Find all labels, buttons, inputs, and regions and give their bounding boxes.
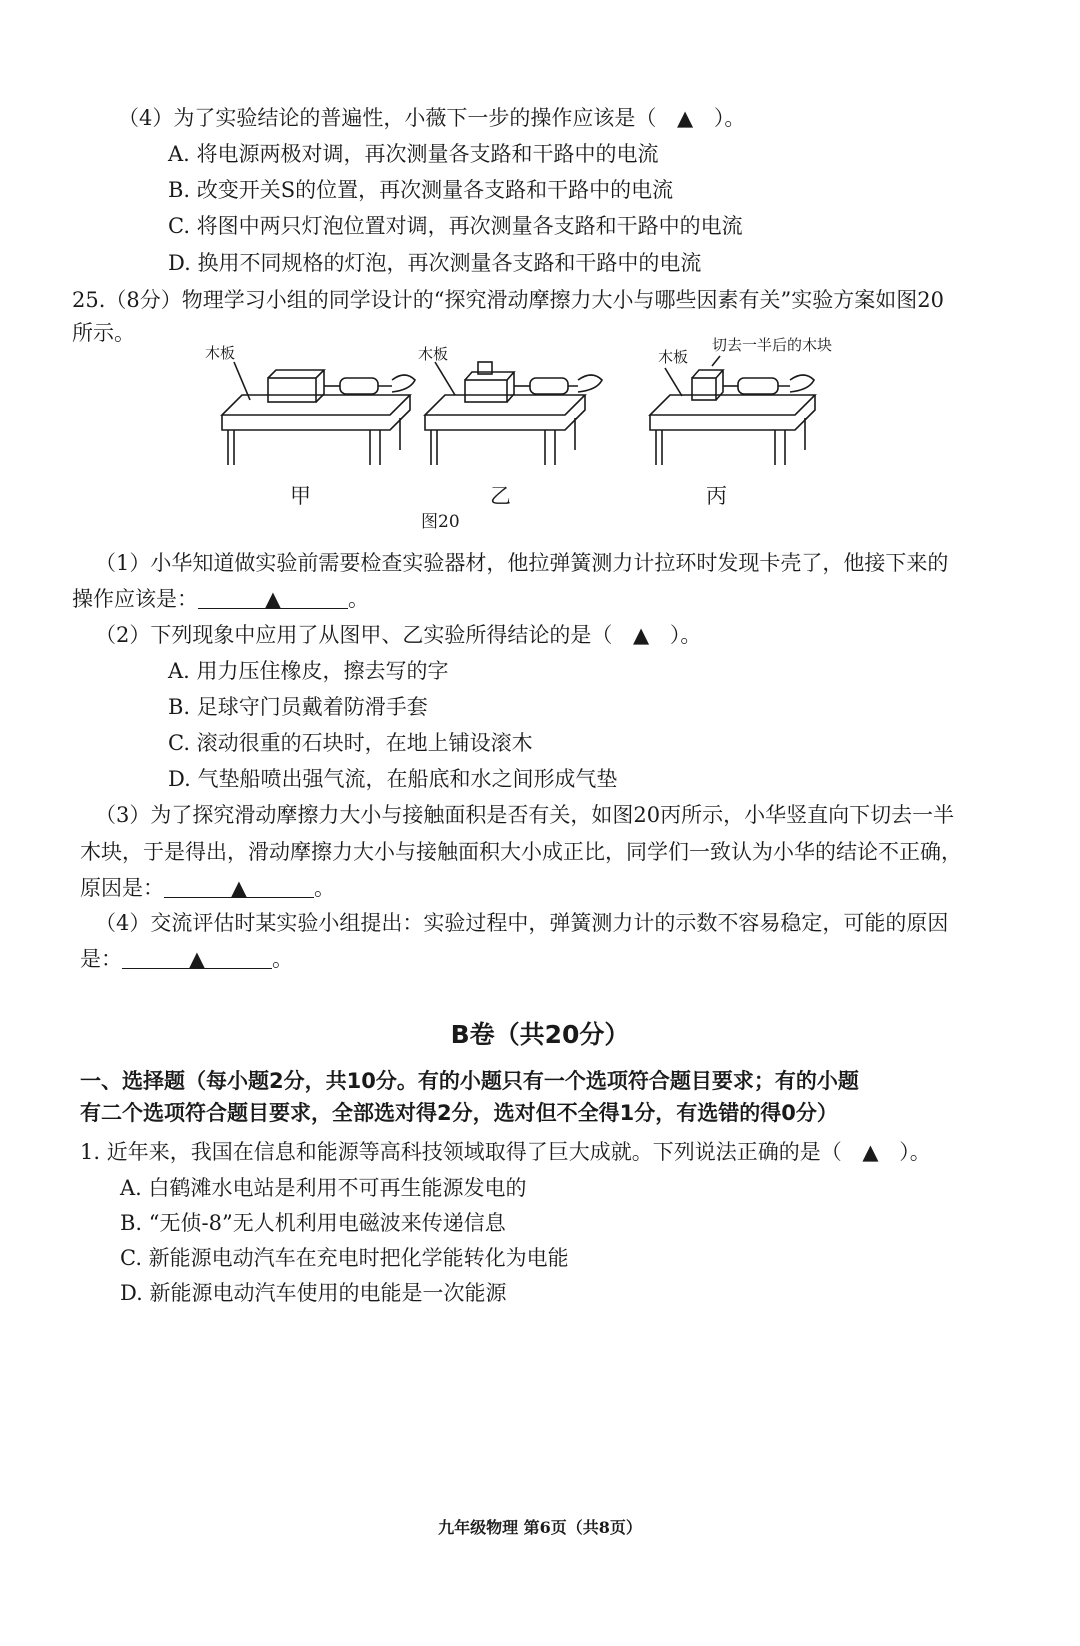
partb-q1-option-b: B. “无侦-8”无人机利用电磁波来传递信息 xyxy=(120,1211,506,1235)
answer-mark: ▲ xyxy=(633,623,650,647)
answer-blank: ▲ xyxy=(122,944,272,969)
figure-20-illustration xyxy=(220,350,840,510)
answer-mark: ▲ xyxy=(677,106,694,130)
question-25-line2: 所示。 xyxy=(72,321,135,345)
option-b: B. 改变开关S的位置，再次测量各支路和干路中的电流 xyxy=(168,178,674,202)
table-jia xyxy=(222,370,415,465)
q25-2-stem: （2）下列现象中应用了从图甲、乙实验所得结论的是（ ▲ ）。 xyxy=(95,623,702,647)
question-24-4-stem: （4）为了实验结论的普遍性，小薇下一步的操作应该是（ ▲ ）。 xyxy=(118,106,746,130)
option-a: A. 将电源两极对调，再次测量各支路和干路中的电流 xyxy=(168,142,659,166)
answer-blank: ▲ xyxy=(164,873,314,898)
table-bing xyxy=(650,356,815,465)
q25-1-line2: 操作应该是： ▲ 。 xyxy=(72,584,369,614)
q25-2-option-c: C. 滚动很重的石块时，在地上铺设滚木 xyxy=(168,731,533,755)
answer-blank: ▲ xyxy=(198,584,348,609)
caption-jia: 甲 xyxy=(290,484,311,508)
table-yi xyxy=(425,362,602,465)
section-instructions-line2: 有二个选项符合题目要求，全部选对得2分，选对但不全得1分，有选错的得0分） xyxy=(80,1101,838,1125)
part-b-title: B卷（共20分） xyxy=(450,1020,630,1049)
partb-q1-stem: 1. 近年来，我国在信息和能源等高科技领域取得了巨大成就。下列说法正确的是（ ▲ ）。 xyxy=(80,1140,931,1164)
answer-mark: ▲ xyxy=(862,1140,879,1164)
figure-title: 图20 xyxy=(421,512,460,532)
q25-3-line1: （3）为了探究滑动摩擦力大小与接触面积是否有关，如图20丙所示，小华竖直向下切去一半 xyxy=(95,803,955,827)
label-board-jia: 木板 xyxy=(205,344,236,362)
q25-3-line3: 原因是： ▲ 。 xyxy=(80,873,335,903)
q25-3-line2: 木块，于是得出，滑动摩擦力大小与接触面积大小成正比，同学们一致认为小华的结论不正确， xyxy=(80,840,962,864)
option-c: C. 将图中两只灯泡位置对调，再次测量各支路和干路中的电流 xyxy=(168,214,743,238)
question-25-line1: 25.（8分）物理学习小组的同学设计的“探究滑动摩擦力大小与哪些因素有关”实验方案如图20 xyxy=(72,288,944,312)
partb-q1-option-c: C. 新能源电动汽车在充电时把化学能转化为电能 xyxy=(120,1246,569,1270)
q25-2-option-b: B. 足球守门员戴着防滑手套 xyxy=(168,695,428,719)
page-footer: 九年级物理 第6页（共8页） xyxy=(438,1518,642,1537)
label-board-yi: 木板 xyxy=(418,345,449,363)
section-instructions-line1: 一、选择题（每小题2分，共10分。有的小题只有一个选项符合题目要求；有的小题 xyxy=(80,1069,859,1093)
option-d: D. 换用不同规格的灯泡，再次测量各支路和干路中的电流 xyxy=(168,251,702,275)
label-half-block: 切去一半后的木块 xyxy=(712,336,833,354)
caption-bing: 丙 xyxy=(706,484,727,508)
q25-2-option-d: D. 气垫船喷出强气流，在船底和水之间形成气垫 xyxy=(168,767,618,791)
q25-1-line1: （1）小华知道做实验前需要检查实验器材，他拉弹簧测力计拉环时发现卡壳了，他接下来的 xyxy=(95,551,949,575)
label-board-bing: 木板 xyxy=(658,348,689,366)
caption-yi: 乙 xyxy=(490,484,511,508)
partb-q1-option-a: A. 白鹤滩水电站是利用不可再生能源发电的 xyxy=(120,1176,527,1200)
q25-2-option-a: A. 用力压住橡皮，擦去写的字 xyxy=(168,659,449,683)
q25-4-line2: 是： ▲ 。 xyxy=(80,944,293,974)
partb-q1-option-d: D. 新能源电动汽车使用的电能是一次能源 xyxy=(120,1281,507,1305)
q25-4-line1: （4）交流评估时某实验小组提出：实验过程中，弹簧测力计的示数不容易稳定，可能的原因 xyxy=(95,911,949,935)
